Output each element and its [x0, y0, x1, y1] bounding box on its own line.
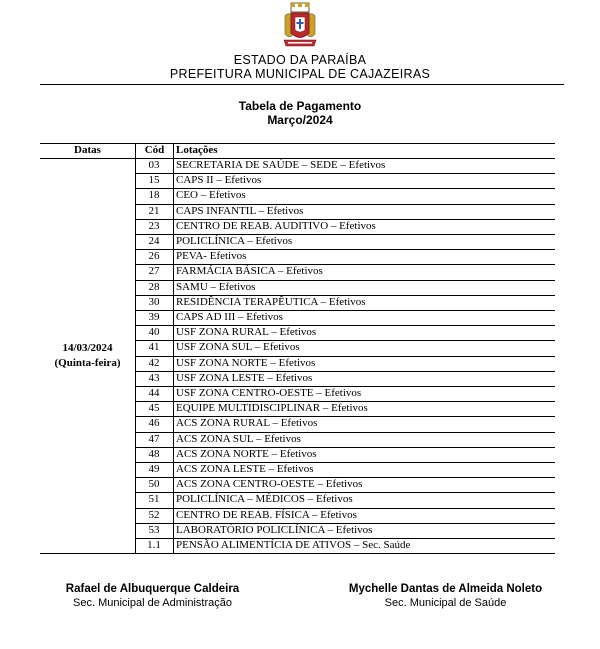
row-lotacao: LABORATÓRIO POLICLÍNICA – Efetivos: [176, 523, 373, 536]
table-row: [40, 447, 555, 462]
row-divider: [135, 234, 555, 235]
payment-weekday: (Quinta-feira): [54, 356, 121, 369]
row-lotacao: USF ZONA NORTE – Efetivos: [176, 356, 316, 369]
table-row: [40, 386, 555, 401]
row-code: 03: [148, 159, 160, 171]
row-divider: [135, 264, 555, 265]
table-row: [40, 158, 555, 173]
row-code: 49: [148, 463, 160, 475]
row-lotacao: PEVA- Efetivos: [176, 250, 247, 263]
row-divider: [135, 280, 555, 281]
row-lotacao: CENTRO DE REAB. FÍSICA – Efetivos: [176, 508, 357, 521]
row-code: 39: [148, 311, 160, 323]
table-row: [40, 219, 555, 234]
row-code: 41: [148, 341, 160, 354]
row-divider: [135, 188, 555, 189]
row-divider: [135, 219, 555, 220]
signatory-name: Mychelle Dantas de Almeida Noleto: [348, 583, 543, 595]
row-lotacao: RESIDÊNCIA TERAPÊUTICA – Efetivos: [176, 295, 366, 308]
document-period: Março/2024: [267, 113, 333, 127]
document-title: Tabela de Pagamento: [238, 99, 362, 113]
table-row: [40, 401, 555, 416]
row-lotacao: CAPS INFANTIL – Efetivos: [176, 204, 304, 217]
row-divider: [135, 492, 555, 493]
row-lotacao: USF ZONA SUL – Efetivos: [176, 341, 300, 354]
row-divider: [135, 538, 555, 539]
row-code: 52: [148, 508, 160, 521]
row-lotacao: USF ZONA LESTE – Efetivos: [176, 371, 313, 384]
row-code: 46: [148, 417, 160, 430]
row-code: 30: [148, 295, 160, 308]
table-bottom-border: [40, 553, 555, 554]
signatory-role: Sec. Municipal de Saúde: [384, 597, 507, 609]
table-row: [40, 538, 555, 553]
row-divider: [135, 447, 555, 448]
row-code: 44: [148, 387, 160, 399]
row-divider: [135, 416, 555, 417]
row-lotacao: ACS ZONA RURAL – Efetivos: [176, 417, 318, 430]
row-lotacao: ACS ZONA SUL – Efetivos: [176, 432, 301, 445]
row-divider: [135, 462, 555, 463]
table-top-border: [40, 143, 555, 144]
column-divider: [173, 143, 174, 553]
row-divider: [135, 508, 555, 509]
row-lotacao: USF ZONA CENTRO-OESTE – Efetivos: [176, 387, 362, 399]
row-lotacao: ACS ZONA NORTE – Efetivos: [176, 447, 317, 460]
row-lotacao: CEO – Efetivos: [176, 189, 246, 202]
table-row: [40, 325, 555, 340]
signatory-role: Sec. Municipal de Administração: [73, 597, 232, 609]
row-divider: [135, 295, 555, 296]
row-divider: [135, 340, 555, 341]
row-code: 23: [148, 219, 160, 232]
row-divider: [135, 401, 555, 402]
table-row: [40, 492, 555, 507]
row-code: 51: [148, 493, 160, 506]
table-header-border: [40, 158, 555, 159]
row-code: 43: [148, 371, 160, 384]
row-divider: [135, 523, 555, 524]
row-divider: [135, 356, 555, 357]
row-code: 42: [148, 356, 160, 369]
table-row: [40, 280, 555, 295]
row-code: 26: [148, 250, 160, 263]
table-row: [40, 188, 555, 203]
table-row: [40, 432, 555, 447]
row-code: 28: [148, 280, 160, 293]
table-row: [40, 508, 555, 523]
row-code: 24: [148, 235, 160, 247]
payment-date: 14/03/2024: [62, 341, 113, 354]
signature-saude: [333, 583, 558, 609]
state-name: ESTADO DA PARAÍBA: [233, 53, 367, 67]
table-row: [40, 477, 555, 492]
row-code: 53: [148, 523, 160, 536]
row-code: 1.1: [147, 539, 161, 551]
row-divider: [135, 477, 555, 478]
row-code: 48: [148, 447, 160, 460]
row-lotacao: CAPS AD III – Efetivos: [176, 311, 283, 323]
row-divider: [135, 173, 555, 174]
row-code: 27: [148, 265, 160, 278]
row-code: 47: [148, 432, 160, 445]
row-lotacao: POLICLÍNICA – MÉDICOS – Efetivos: [176, 493, 353, 506]
row-code: 18: [148, 189, 160, 202]
row-code: 50: [148, 478, 160, 491]
table-row: [40, 173, 555, 188]
table-row: [40, 462, 555, 477]
row-lotacao: EQUIPE MULTIDISCIPLINAR – Efetivos: [176, 402, 368, 415]
table-row: [40, 356, 555, 371]
header-lotacoes: Lotações: [176, 144, 218, 156]
row-code: 15: [148, 174, 160, 187]
header-datas: Datas: [74, 144, 101, 156]
row-lotacao: FARMÁCIA BÁSICA – Efetivos: [176, 265, 323, 278]
row-code: 45: [148, 402, 160, 415]
row-lotacao: SAMU – Efetivos: [176, 280, 256, 293]
signature-administracao: [50, 583, 255, 609]
row-lotacao: PENSÃO ALIMENTÍCIA DE ATIVOS – Sec. Saúde: [176, 539, 411, 551]
row-divider: [135, 325, 555, 326]
coat-of-arms-icon: [283, 2, 317, 50]
table-row: [40, 310, 555, 325]
row-lotacao: SECRETARIA DE SAÚDE – SEDE – Efetivos: [176, 159, 386, 171]
table-row: [40, 340, 555, 355]
row-lotacao: ACS ZONA CENTRO-OESTE – Efetivos: [176, 478, 363, 491]
header-divider: [40, 84, 564, 85]
table-row: [40, 523, 555, 538]
table-header-row: [40, 143, 555, 158]
municipality-name: PREFEITURA MUNICIPAL DE CAJAZEIRAS: [169, 67, 431, 81]
row-divider: [135, 386, 555, 387]
row-lotacao: POLICLÍNICA – Efetivos: [176, 235, 293, 247]
row-lotacao: USF ZONA RURAL – Efetivos: [176, 326, 317, 339]
row-code: 40: [148, 326, 160, 339]
table-row: [40, 264, 555, 279]
column-divider: [135, 143, 136, 553]
signatory-name: Rafael de Albuquerque Caldeira: [65, 583, 240, 595]
row-lotacao: CENTRO DE REAB. AUDITIVO – Efetivos: [176, 219, 376, 232]
row-divider: [135, 204, 555, 205]
row-divider: [135, 249, 555, 250]
row-divider: [135, 310, 555, 311]
row-lotacao: ACS ZONA LESTE – Efetivos: [176, 463, 314, 475]
row-divider: [135, 371, 555, 372]
table-row: [40, 295, 555, 310]
row-divider: [135, 432, 555, 433]
table-row: [40, 371, 555, 386]
table-row: [40, 416, 555, 431]
table-row: [40, 249, 555, 264]
row-code: 21: [148, 204, 160, 217]
table-row: [40, 204, 555, 219]
table-row: [40, 234, 555, 249]
header-cod: Cód: [144, 144, 165, 156]
row-lotacao: CAPS II – Efetivos: [176, 174, 262, 187]
